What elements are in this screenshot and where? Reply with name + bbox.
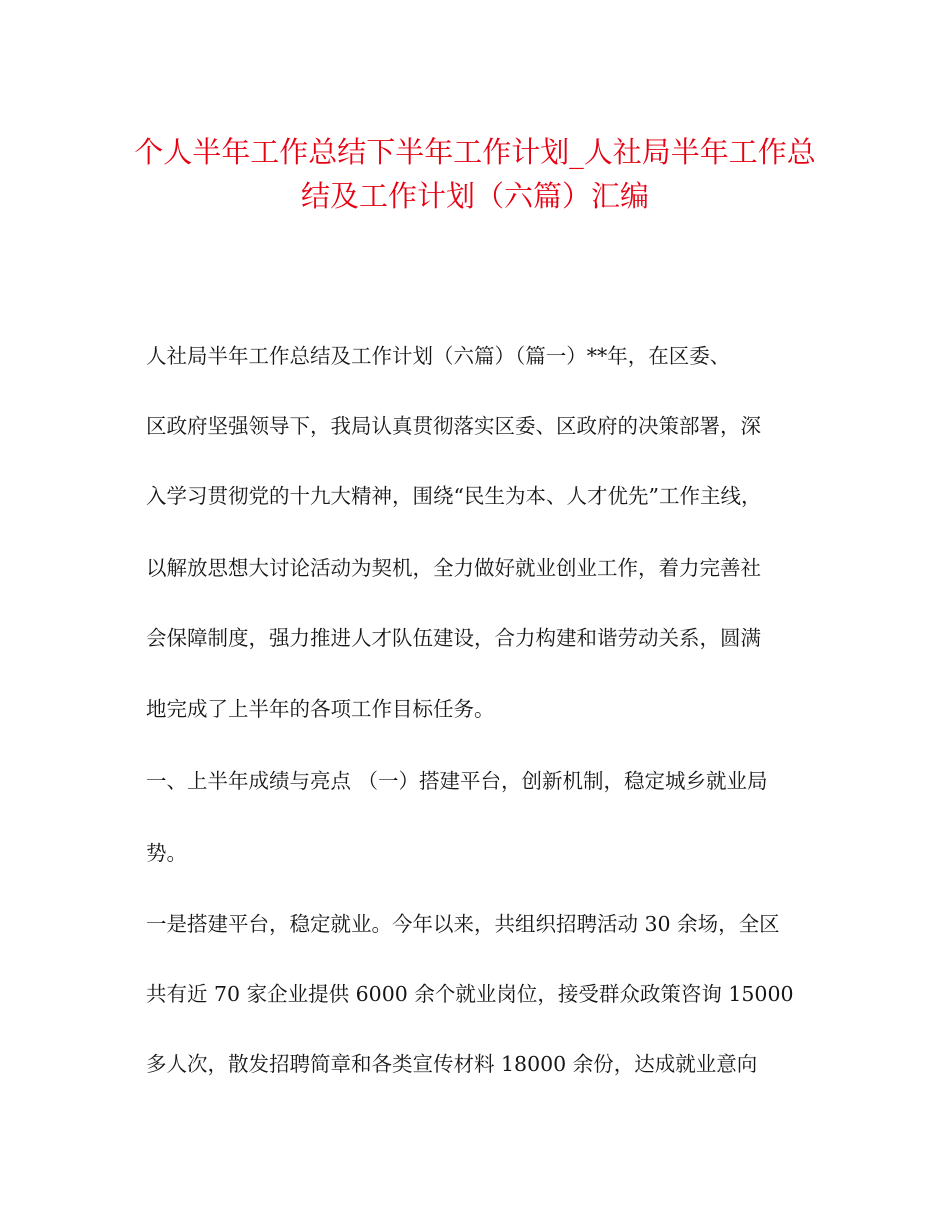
body-line-8: 势。	[146, 841, 187, 865]
body-line-3: 入学习贯彻党的十九大精神，围绕“民生为本、人才优先”工作主线，	[146, 484, 762, 508]
body-line-4: 以解放思想大讨论活动为契机，全力做好就业创业工作，着力完善社	[146, 556, 761, 580]
body-line-7: 一、上半年成绩与亮点 （一）搭建平台，创新机制，稳定城乡就业局	[146, 769, 768, 793]
body-line-10: 共有近 70 家企业提供 6000 余个就业岗位，接受群众政策咨询 15000	[146, 982, 794, 1006]
body-line-11: 多人次，散发招聘简章和各类宣传材料 18000 余份，达成就业意向	[146, 1052, 758, 1076]
body-line-9: 一是搭建平台，稳定就业。今年以来，共组织招聘活动 30 余场，全区	[146, 912, 780, 936]
body-line-1: 人社局半年工作总结及工作计划（六篇）（篇一）**年，在区委、	[146, 344, 731, 368]
body-line-2: 区政府坚强领导下，我局认真贯彻落实区委、区政府的决策部署，深	[146, 414, 761, 438]
document-title-line-2: 结及工作计划（六篇）汇编	[300, 179, 649, 213]
body-line-5: 会保障制度，强力推进人才队伍建设，合力构建和谐劳动关系，圆满	[146, 626, 761, 650]
document-title-line-1: 个人半年工作总结下半年工作计划_人社局半年工作总	[134, 135, 816, 169]
body-line-6: 地完成了上半年的各项工作目标任务。	[146, 697, 495, 721]
